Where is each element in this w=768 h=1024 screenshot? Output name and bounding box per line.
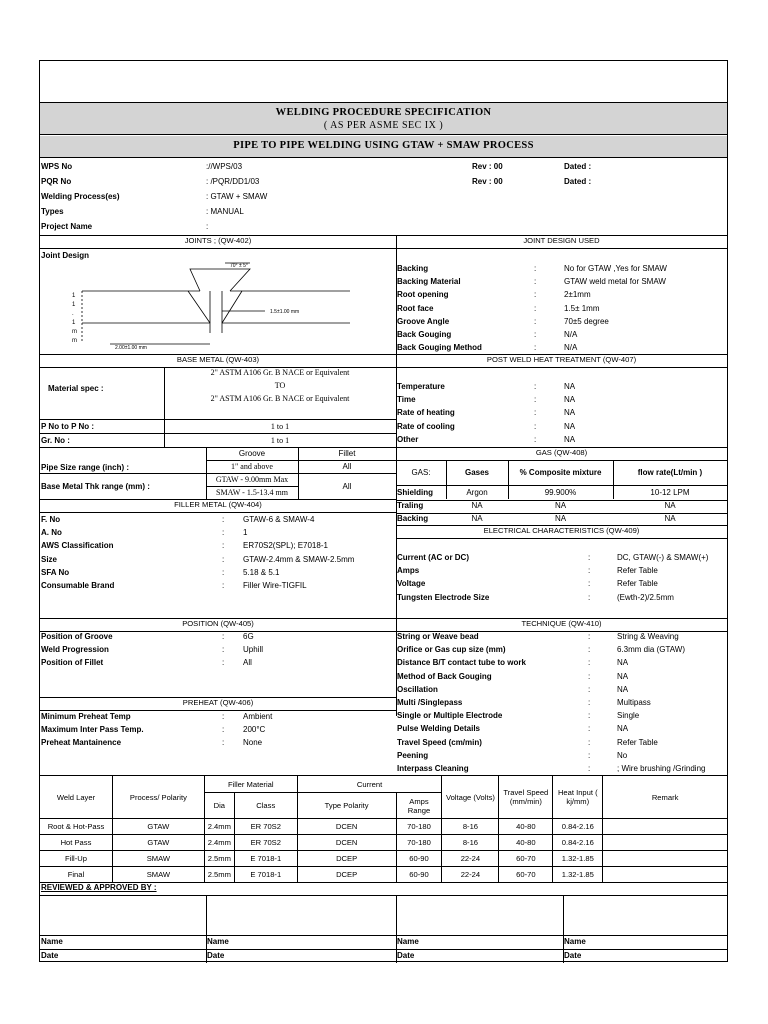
preheat-item-value: 200°C — [243, 725, 266, 735]
technique-item-colon: : — [588, 632, 591, 641]
technique-item-value: ; Wire brushing /Grinding — [617, 764, 706, 773]
filler-item-colon: : — [222, 528, 225, 538]
weld-table-cell: 22-24 — [442, 851, 499, 867]
material-line-3: 2" ASTM A106 Gr. B NACE or Equivalent — [210, 394, 350, 403]
technique-item-colon: : — [588, 658, 591, 668]
wps-label: WPS No — [41, 162, 73, 171]
filler-item-label: AWS Classification — [41, 541, 114, 551]
pwht-item-value: NA — [564, 434, 576, 444]
weld-table-cell: 2.4mm — [204, 835, 234, 851]
weld-table-cell: DCEP — [297, 867, 396, 883]
technique-item-value: 6.3mm dia (GTAW) — [617, 645, 686, 655]
sketch-side-mark: 1 — [72, 320, 76, 326]
th-voltage: Voltage (Volts) — [442, 776, 499, 819]
electrical-item-value: DC, GTAW(-) & SMAW(+) — [617, 553, 709, 562]
technique-item-colon: : — [588, 645, 591, 655]
electrical-item-label: Voltage — [397, 579, 426, 589]
pwht-item-label: Rate of cooling — [397, 421, 455, 431]
weld-table-cell: 60-90 — [396, 851, 442, 867]
filler-item-label: SFA No — [41, 567, 70, 577]
technique-item-value: Single — [617, 711, 640, 721]
weld-table-cell: 2.5mm — [204, 851, 234, 867]
wps-value: ://WPS/03 — [206, 162, 243, 171]
electrical-item-value: Refer Table — [617, 579, 658, 589]
joint-design-item-colon: : — [534, 303, 537, 313]
thk-fillet: All — [342, 482, 352, 491]
electrical-item-colon: : — [588, 592, 591, 602]
weld-table-cell: 0.84-2.16 — [553, 835, 603, 851]
weld-table-cell — [603, 819, 728, 835]
weld-table-row — [40, 851, 728, 867]
approval-name-label: Name — [397, 937, 419, 946]
electrical-item-label: Amps — [397, 566, 420, 576]
gas-cell: 99.900% — [544, 488, 577, 497]
types-value: : MANUAL — [206, 207, 244, 216]
gas-cell: NA — [664, 501, 676, 510]
technique-item-colon: : — [588, 711, 591, 721]
joint-design-item-label: Root face — [397, 303, 434, 313]
technique-item-value: NA — [617, 684, 629, 694]
electrical-item-value: (Ewth-2)/2.5mm — [617, 592, 674, 602]
weld-table-cell: 2.4mm — [204, 819, 234, 835]
approval-name-label: Name — [207, 937, 229, 946]
weld-table-cell: 60-90 — [396, 867, 442, 883]
technique-item-colon: : — [588, 684, 591, 694]
project-label: Project Name — [41, 222, 93, 231]
preheat-item-colon: : — [222, 712, 225, 721]
approval-date-label: Date — [41, 951, 59, 960]
gas-heading: GAS (QW-408) — [535, 448, 588, 457]
gas-col-header: flow rate(Lt/min ) — [637, 468, 703, 477]
gas-cell: Argon — [466, 488, 488, 497]
weld-table-cell: GTAW — [112, 835, 204, 851]
pqr-label: PQR No — [41, 177, 72, 186]
approval-date-label: Date — [207, 951, 225, 960]
joint-design-item-label: Backing Material — [397, 277, 461, 287]
weld-table-row — [40, 867, 728, 883]
joint-design-item-colon: : — [534, 264, 537, 273]
joint-design-item-value: No for GTAW ,Yes for SMAW — [564, 264, 667, 273]
th-travel: Travel Speed (mm/min) — [499, 776, 553, 819]
filler-item-label: F. No — [41, 515, 61, 524]
technique-item-label: Single or Multiple Electrode — [397, 711, 503, 721]
weld-table-cell: 60-70 — [499, 851, 553, 867]
joints-heading: JOINTS ; (QW-402) — [184, 236, 252, 245]
gas-col-header: Gases — [464, 468, 490, 477]
electrical-item-colon: : — [588, 553, 591, 562]
electrical-item-label: Tungsten Electrode Size — [397, 592, 490, 602]
position-item-label: Position of Groove — [41, 632, 113, 641]
sketch-side-marks — [72, 293, 77, 344]
sketch-side-mark: 1 — [72, 302, 76, 308]
filler-item-colon: : — [222, 567, 225, 577]
electrical-item-colon: : — [588, 579, 591, 589]
joint-design-item-colon: : — [534, 330, 537, 339]
gas-col-header: GAS: — [411, 468, 431, 477]
weld-table-cell: 40-80 — [499, 835, 553, 851]
approval-name-label: Name — [564, 937, 586, 946]
joint-design-item-value: N/A — [564, 330, 578, 339]
fillet-heading: Fillet — [338, 449, 356, 458]
joint-design-label: Joint Design — [41, 251, 90, 260]
technique-item-colon: : — [588, 764, 591, 773]
weld-table-cell: 8-16 — [442, 819, 499, 835]
th-amps: Amps Range — [396, 793, 442, 819]
sketch-thickness: 1.5±1.00 mm — [270, 309, 300, 315]
pwht-item-value: NA — [564, 421, 576, 431]
position-item-value: All — [243, 658, 252, 668]
filler-item-label: A. No — [41, 528, 62, 538]
pwht-item-colon: : — [534, 395, 537, 405]
technique-item-label: Multi /Singlepass — [397, 698, 463, 707]
joint-design-item-label: Backing — [397, 264, 429, 273]
technique-item-value: No — [617, 750, 628, 760]
gas-cell: NA — [471, 501, 483, 510]
weld-table-cell: 0.84-2.16 — [553, 819, 603, 835]
filler-item-colon: : — [222, 581, 225, 590]
pwht-item-label: Time — [397, 395, 416, 405]
joint-design-item-label: Back Gouging Method — [397, 343, 482, 353]
weld-table-cell: 70-180 — [396, 835, 442, 851]
th-dia: Dia — [204, 793, 234, 819]
pipe-size-label: Pipe Size range (inch) : — [41, 463, 130, 472]
preheat-item-label: Minimum Preheat Temp — [41, 712, 131, 721]
position-heading: POSITION (QW-405) — [182, 619, 254, 628]
technique-item-label: Pulse Welding Details — [397, 724, 480, 734]
joint-design-item-label: Root opening — [397, 290, 449, 300]
filler-heading: FILLER METAL (QW-404) — [174, 500, 262, 509]
material-line-2: TO — [274, 381, 286, 390]
gas-cell: Traling — [397, 501, 424, 510]
weld-table-cell: 40-80 — [499, 819, 553, 835]
filler-item-value: Filler Wire-TIGFIL — [243, 581, 307, 590]
weld-table-cell: DCEN — [297, 819, 396, 835]
pqr-value: : /PQR/DD1/03 — [206, 177, 260, 186]
position-item-value: 6G — [243, 632, 254, 641]
th-heat: Heat Input ( kj/mm) — [553, 776, 603, 819]
process-label: Welding Process(es) — [41, 192, 120, 201]
joint-design-item-colon: : — [534, 290, 537, 300]
technique-item-value: NA — [617, 724, 629, 734]
th-current: Current — [297, 776, 442, 793]
preheat-item-label: Preheat Mantainence — [41, 738, 122, 748]
technique-item-label: Interpass Cleaning — [397, 764, 469, 773]
technique-heading: TECHNIQUE (QW-410) — [521, 619, 602, 628]
gas-col-header: % Composite mixture — [519, 468, 602, 477]
pwht-item-colon: : — [534, 382, 537, 391]
weld-table-cell: 60-70 — [499, 867, 553, 883]
weld-table-cell: Root & Hot-Pass — [40, 819, 113, 835]
sketch-side-mark: 1 — [72, 293, 76, 299]
joint-design-item-value: 70±5 degree — [564, 316, 609, 326]
filler-item-label: Size — [41, 554, 58, 564]
technique-item-colon: : — [588, 698, 591, 707]
groove-heading: Groove — [238, 449, 266, 458]
technique-item-colon: : — [588, 737, 591, 747]
gas-cell: NA — [664, 514, 676, 523]
title-band — [40, 102, 727, 135]
approval-date-label: Date — [397, 951, 415, 960]
th-weld-layer: Weld Layer — [40, 776, 113, 819]
joint-design-used-heading: JOINT DESIGN USED — [523, 236, 600, 245]
weld-table-cell: ER 70S2 — [234, 835, 297, 851]
weld-table-cell: 8-16 — [442, 835, 499, 851]
weld-table-cell: 1.32-1.85 — [553, 851, 603, 867]
gas-cell: Backing — [397, 514, 429, 523]
position-item-value: Uphill — [243, 645, 264, 655]
technique-item-colon: : — [588, 671, 591, 681]
technique-item-label: Orifice or Gas cup size (mm) — [397, 645, 506, 655]
process-value: : GTAW + SMAW — [206, 192, 268, 201]
pwht-item-colon: : — [534, 421, 537, 431]
wps-document — [39, 60, 728, 962]
preheat-item-value: None — [243, 738, 263, 748]
material-spec-label: Material spec : — [48, 384, 104, 393]
sketch-side-mark: m — [72, 338, 77, 344]
preheat-item-value: Ambient — [243, 712, 273, 721]
weld-table-cell: 2.5mm — [204, 867, 234, 883]
preheat-item-colon: : — [222, 738, 225, 748]
preheat-item-label: Maximum Inter Pass Temp. — [41, 725, 144, 735]
position-item-label: Weld Progression — [41, 645, 109, 655]
grno-value: 1 to 1 — [270, 436, 290, 445]
weld-table-cell: E 7018-1 — [234, 851, 297, 867]
joint-design-item-colon: : — [534, 277, 537, 287]
gas-cell: NA — [471, 514, 483, 523]
pipe-size-groove: 1" and above — [231, 462, 273, 471]
weld-table-cell: 22-24 — [442, 867, 499, 883]
joint-design-item-value: 2±1mm — [564, 290, 591, 300]
technique-item-value: Refer Table — [617, 737, 658, 747]
filler-item-label: Consumable Brand — [41, 581, 115, 590]
sketch-side-mark: m — [72, 329, 77, 335]
th-class: Class — [234, 793, 297, 819]
gas-cell: 10-12 LPM — [650, 488, 690, 497]
joint-design-item-value: GTAW weld metal for SMAW — [564, 277, 666, 287]
filler-item-colon: : — [222, 515, 225, 524]
filler-item-value: GTAW-6 & SMAW-4 — [243, 515, 315, 524]
position-item-colon: : — [222, 645, 225, 655]
filler-item-value: 5.18 & 5.1 — [243, 567, 280, 577]
electrical-item-label: Current (AC or DC) — [397, 553, 469, 562]
technique-item-value: NA — [617, 658, 629, 668]
weld-table-cell: GTAW — [112, 819, 204, 835]
weld-table-cell: E 7018-1 — [234, 867, 297, 883]
technique-item-label: Oscillation — [397, 684, 438, 694]
joint-design-item-label: Groove Angle — [397, 316, 450, 326]
material-line-1: 2" ASTM A106 Gr. B NACE or Equivalent — [210, 368, 350, 377]
weld-table-cell: Fill-Up — [40, 851, 113, 867]
weld-table-cell: 70-180 — [396, 819, 442, 835]
electrical-heading: ELECTRICAL CHARACTERISTICS (QW-409) — [483, 526, 640, 535]
weld-table-row — [40, 819, 728, 835]
preheat-item-colon: : — [222, 725, 225, 735]
pipe-size-fillet: All — [342, 462, 352, 471]
technique-item-label: Peening — [397, 750, 429, 760]
weld-table-cell: SMAW — [112, 851, 204, 867]
filler-item-colon: : — [222, 541, 225, 551]
pno-label: P No to P No : — [41, 422, 95, 431]
pwht-item-value: NA — [564, 382, 576, 391]
electrical-item-value: Refer Table — [617, 566, 658, 576]
thk-groove-1: GTAW - 9.00mm Max — [215, 475, 289, 484]
technique-item-colon: : — [588, 750, 591, 760]
thk-label: Base Metal Thk range (mm) : — [41, 482, 150, 491]
pwht-item-value: NA — [564, 408, 576, 418]
weld-table-cell — [603, 851, 728, 867]
joint-design-item-label: Back Gouging — [397, 330, 452, 339]
position-item-colon: : — [222, 658, 225, 668]
process-title-band — [40, 136, 727, 158]
gas-cell: Shielding — [397, 488, 433, 497]
types-label: Types — [41, 207, 64, 216]
pwht-item-label: Temperature — [397, 382, 445, 391]
th-filler: Filler Material — [204, 776, 297, 793]
document-title: WELDING PROCEDURE SPECIFICATION — [275, 107, 492, 118]
joint-sketch — [70, 261, 370, 351]
document-subtitle: ( AS PER ASME SEC IX ) — [323, 120, 444, 131]
filler-item-colon: : — [222, 554, 225, 564]
sketch-angle: 70° ± 5° — [230, 263, 248, 269]
pwht-item-colon: : — [534, 434, 537, 444]
weld-table-cell: SMAW — [112, 867, 204, 883]
th-type: Type Polarity — [297, 793, 396, 819]
weld-table-cell: Hot Pass — [40, 835, 113, 851]
pwht-item-label: Rate of heating — [397, 408, 455, 418]
rev-2: Rev : 00 — [472, 177, 503, 186]
grno-label: Gr. No : — [41, 436, 70, 445]
weld-parameters-table — [39, 775, 728, 883]
gas-cell: NA — [554, 501, 567, 510]
pwht-item-colon: : — [534, 408, 537, 418]
technique-item-colon: : — [588, 724, 591, 734]
rev-1: Rev : 00 — [472, 162, 503, 171]
technique-item-label: Method of Back Gouging — [397, 671, 492, 681]
dated-2: Dated : — [564, 177, 592, 186]
joint-design-item-value: 1.5± 1mm — [564, 303, 600, 313]
filler-item-value: 1 — [243, 528, 248, 538]
approval-date-label: Date — [564, 951, 582, 960]
pwht-item-value: NA — [564, 395, 576, 405]
joint-design-item-colon: : — [534, 316, 537, 326]
weld-table-cell: DCEP — [297, 851, 396, 867]
technique-item-label: String or Weave bead — [397, 632, 479, 641]
project-value: : — [206, 222, 209, 231]
base-metal-heading: BASE METAL (QW-403) — [176, 355, 260, 364]
electrical-item-colon: : — [588, 566, 591, 576]
position-item-label: Position of Fillet — [41, 658, 104, 668]
sketch-side-mark: . — [72, 311, 74, 317]
technique-item-value: String & Weaving — [617, 632, 679, 641]
weld-table-cell: ER 70S2 — [234, 819, 297, 835]
pwht-item-label: Other — [397, 434, 419, 444]
joint-design-item-colon: : — [534, 343, 537, 353]
technique-item-value: Multipass — [617, 698, 651, 707]
weld-table-cell: 1.32-1.85 — [553, 867, 603, 883]
preheat-heading: PREHEAT (QW-406) — [182, 698, 254, 707]
weld-table-row — [40, 835, 728, 851]
pno-value: 1 to 1 — [270, 422, 290, 431]
pwht-heading: POST WELD HEAT TREATMENT (QW-407) — [486, 355, 637, 364]
technique-item-value: NA — [617, 671, 629, 681]
thk-groove-2: SMAW - 1.5-13.4 mm — [216, 488, 288, 497]
dated-1: Dated : — [564, 162, 592, 171]
th-remark: Remark — [603, 776, 728, 819]
weld-table-cell — [603, 867, 728, 883]
technique-item-label: Travel Speed (cm/min) — [397, 737, 482, 747]
weld-table-cell — [603, 835, 728, 851]
approval-name-label: Name — [41, 937, 63, 946]
th-process: Process/ Polarity — [112, 776, 204, 819]
filler-item-value: ER70S2(SPL); E7018-1 — [243, 541, 328, 551]
gas-cell: NA — [554, 514, 567, 523]
technique-item-label: Distance B/T contact tube to work — [397, 658, 526, 668]
weld-table-cell: Final — [40, 867, 113, 883]
joint-design-item-value: N/A — [564, 343, 578, 353]
sketch-gap: 2.00±1.00 mm — [115, 345, 147, 351]
filler-item-value: GTAW-2.4mm & SMAW-2.5mm — [243, 554, 355, 564]
position-item-colon: : — [222, 632, 225, 641]
weld-table-cell: DCEN — [297, 835, 396, 851]
approval-heading: REVIEWED & APPROVED BY : — [41, 883, 157, 892]
process-title: PIPE TO PIPE WELDING USING GTAW + SMAW PROCESS — [233, 140, 534, 151]
